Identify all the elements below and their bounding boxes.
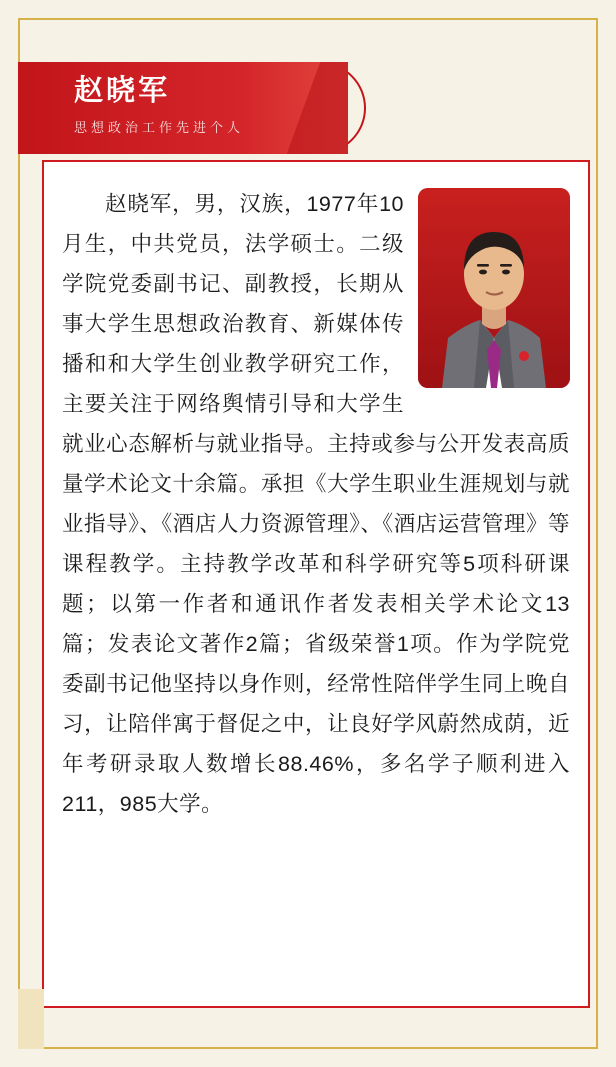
name-banner [18,62,348,154]
corner-ornament [18,989,44,1049]
biography-paragraph: 赵晓军，男，汉族，1977年10月生，中共党员，法学硕士。二级学院党委副书记、副教授，长期从事大学生思想政治教育、新媒体传播和和大学生创业教学研究工作，主要关注于网络舆情引导和大学生就业心态解析与就业指导。主持或参与公开发表高质量学术论文十余篇。承担《大学生职业生涯规划与就业指导》、《酒店人力资源管理》、《酒店运营管理》等课程教学。主持教学改革和科学研究等5项科研课题；以第一作者和通讯作者发表相关学术论文13篇；发表论文著作2篇；省级荣誉1项。作为学院党委副书记他坚持以身作则，经常性陪伴学生同上晚自习，让陪伴寓于督促之中，让良好学风蔚然成荫，近年考研录取人数增长88.46%，多名学子顺利进入211，985大学。 [62,192,570,816]
portrait-illustration [418,188,570,388]
person-name: 赵晓军 [74,75,171,107]
profile-content [62,184,570,824]
honor-title: 思想政治工作先进个人 [74,120,245,135]
portrait-photo [418,188,570,388]
profile-card [42,160,590,1008]
